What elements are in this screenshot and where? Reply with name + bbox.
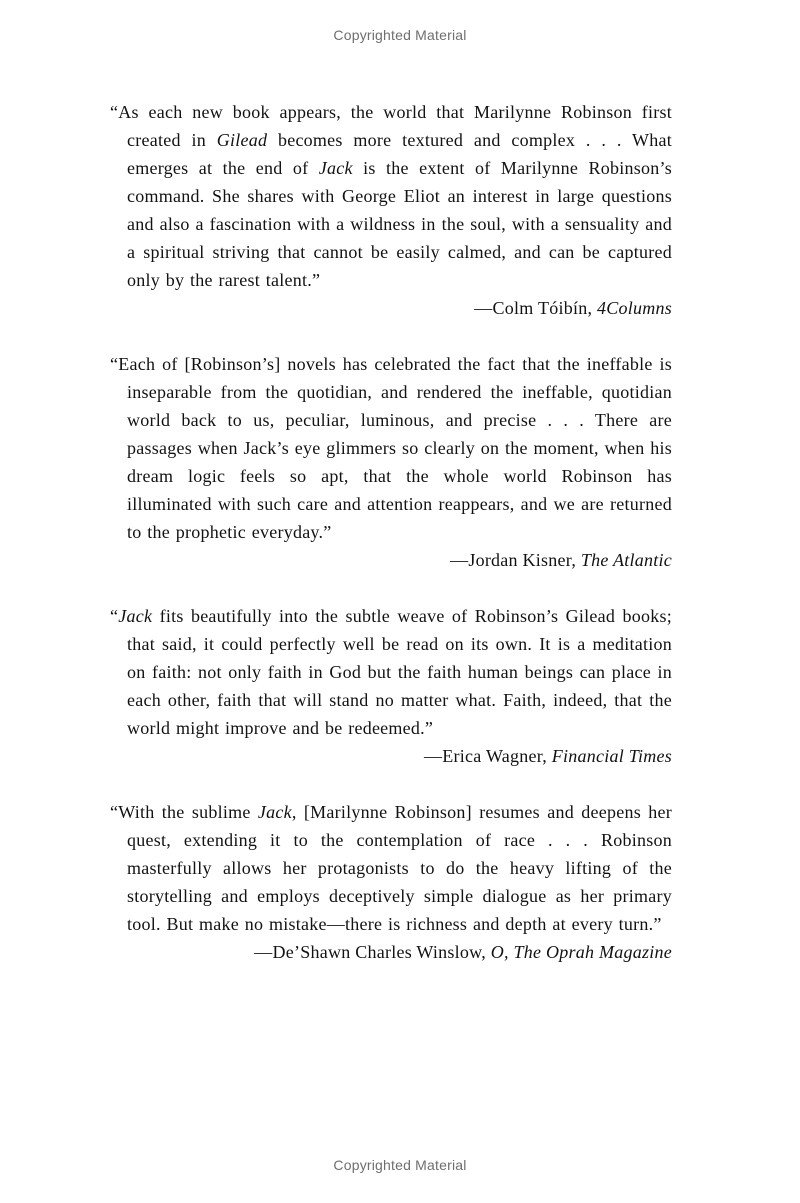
text-segment: Financial Times — [551, 746, 672, 766]
quote-text — [110, 98, 672, 294]
text-segment: , [Marilynne Robinson] resumes and deepens her quest, extending it to the contemplation of race . . . Robinson masterfully allows her protagonists to do the heavy lifting of the storytelling and employs deceptively simple dialogue as her primary tool. But make no mistake—there is richness and depth at every turn.” — [127, 802, 672, 934]
text-segment: “Each of [Robinson’s] novels has celebrated the fact that the ineffable is inseparable from the quotidian, and rendered the ineffable, quotidian world back to us, peculiar, luminous, and precise . . . There are passages when Jack’s eye glimmers so clearly on the moment, when his dream logic feels so apt, that the whole world Robinson has illuminated with such care and attention reappears, and we are returned to the prophetic everyday.” — [110, 354, 672, 542]
text-segment: Jack — [118, 606, 153, 626]
quote-block — [110, 98, 672, 322]
text-segment: —Colm Tóibín, — [474, 298, 597, 318]
quote-block — [110, 350, 672, 574]
quote-text — [110, 602, 672, 742]
text-segment: “As each new book appears, the world that Marilynne Robinson first created in — [110, 102, 672, 150]
text-segment: Jack — [257, 802, 292, 822]
quote-attribution — [110, 938, 672, 966]
text-segment: Gilead — [216, 130, 268, 150]
text-segment: —De’Shawn Charles Winslow, — [254, 942, 491, 962]
quote-attribution — [110, 546, 672, 574]
quote-block — [110, 602, 672, 770]
text-segment: is the extent of Marilynne Robinson’s command. She shares with George Eliot an interest in large questions and also a fascination with a wildness in the soul, with a sensuality and a spiritual striving that cannot be easily calmed, and can be captured only by the rarest talent.” — [127, 158, 673, 290]
quote-block — [110, 798, 672, 966]
text-segment: “ — [110, 606, 119, 626]
text-segment: —Jordan Kisner, — [450, 550, 581, 570]
text-segment: O, The Oprah Magazine — [490, 942, 672, 962]
text-segment: “With the sublime — [110, 802, 258, 822]
text-segment: fits beautifully into the subtle weave of Robinson’s Gilead books; that said, it could perfectly well be read on its own. It is a meditation on faith: not only faith in God but the faith human beings can place in each other, faith that will stand no matter what. Faith, indeed, that the world might improve and be redeemed.” — [127, 606, 672, 738]
text-segment: Jack — [318, 158, 353, 178]
text-segment: —Erica Wagner, — [424, 746, 552, 766]
copyright-notice-top: Copyrighted Material — [333, 27, 467, 43]
quote-attribution — [110, 294, 672, 322]
text-segment: 4Columns — [596, 298, 672, 318]
quote-attribution — [110, 742, 672, 770]
quote-text — [110, 798, 672, 938]
copyright-notice-bottom: Copyrighted Material — [333, 1157, 467, 1173]
text-segment: The Atlantic — [580, 550, 672, 570]
text-segment: becomes more textured and complex . . . What emerges at the end of — [127, 130, 672, 178]
quote-text — [110, 350, 672, 546]
praise-quotes-section — [110, 98, 672, 994]
